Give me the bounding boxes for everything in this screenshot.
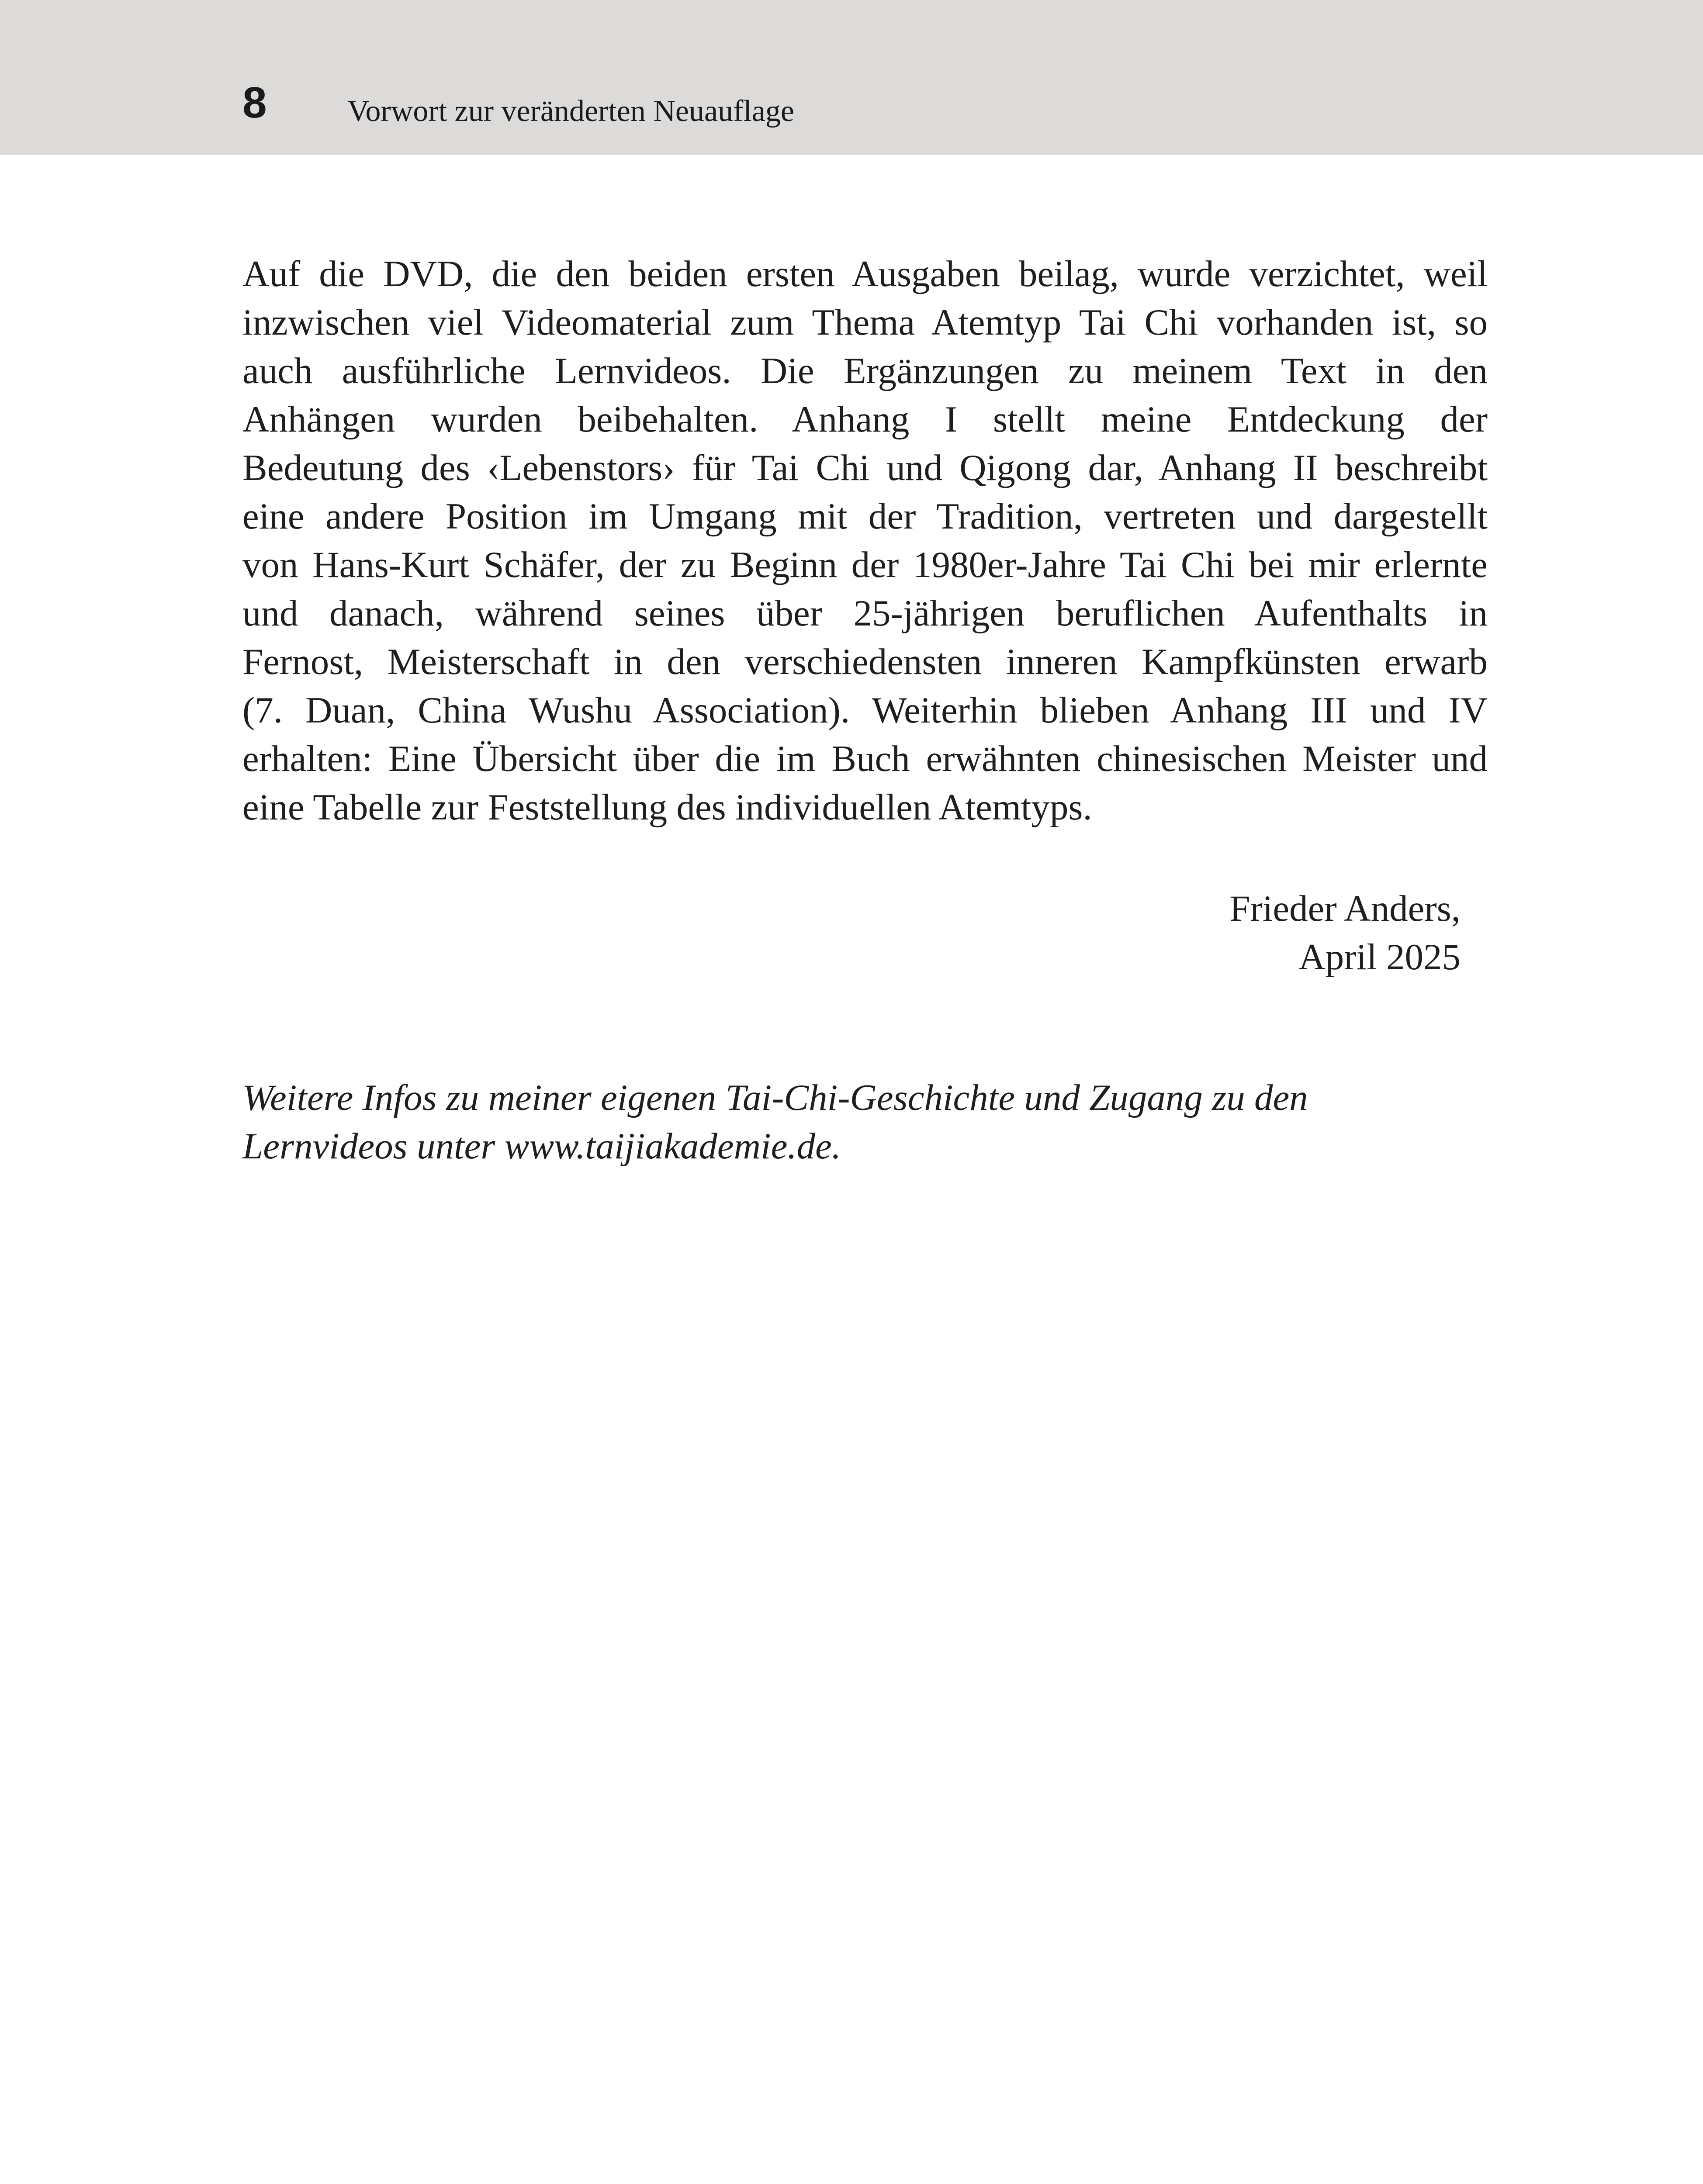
header-band [0,0,1703,155]
page-number: 8 [242,78,267,127]
body-line: auch ausführliche Lernvideos. Die Ergänzungen zu meinem Text in den [242,350,1488,391]
body-line: von Hans-Kurt Schäfer, der zu Beginn der 1980er-Jahre Tai Chi bei mir erlernte [242,544,1488,585]
signature-date: April 2025 [1298,936,1461,978]
body-line: eine andere Position im Umgang mit der Tradition, vertreten und dargestellt [242,496,1488,537]
body-line: und danach, während seines über 25-jährigen beruflichen Aufenthalts in [242,593,1488,634]
body-line: (7. Duan, China Wushu Association). Weiterhin blieben Anhang III und IV [242,690,1488,731]
body-line: Anhängen wurden beibehalten. Anhang I stellt meine Entdeckung der [242,399,1488,440]
running-title: Vorwort zur veränderten Neuauflage [347,94,794,128]
website-note [242,1074,1488,1171]
body-line: erhalten: Eine Übersicht über die im Buch erwähnten chinesischen Meister und [242,738,1488,779]
body-line: eine Tabelle zur Feststellung des individuellen Atemtyps. [242,787,1092,828]
signature-block [1022,885,1461,981]
body-line: Bedeutung des ‹Lebenstors› für Tai Chi und Qigong dar, Anhang II beschreibt [242,447,1488,488]
note-line: Lernvideos unter www.taijiakademie.de. [242,1126,841,1167]
body-line: Fernost, Meisterschaft in den verschiedensten inneren Kampfkünsten erwarb [242,641,1488,682]
author-name: Frieder Anders, [1229,888,1461,929]
body-paragraph [242,250,1488,832]
body-line: inzwischen viel Videomaterial zum Thema Atemtyp Tai Chi vorhanden ist, so [242,302,1488,343]
note-line: Weitere Infos zu meiner eigenen Tai-Chi-Geschichte und Zugang zu den [242,1077,1308,1118]
body-line: Auf die DVD, die den beiden ersten Ausgaben beilag, wurde verzichtet, weil [242,253,1488,294]
